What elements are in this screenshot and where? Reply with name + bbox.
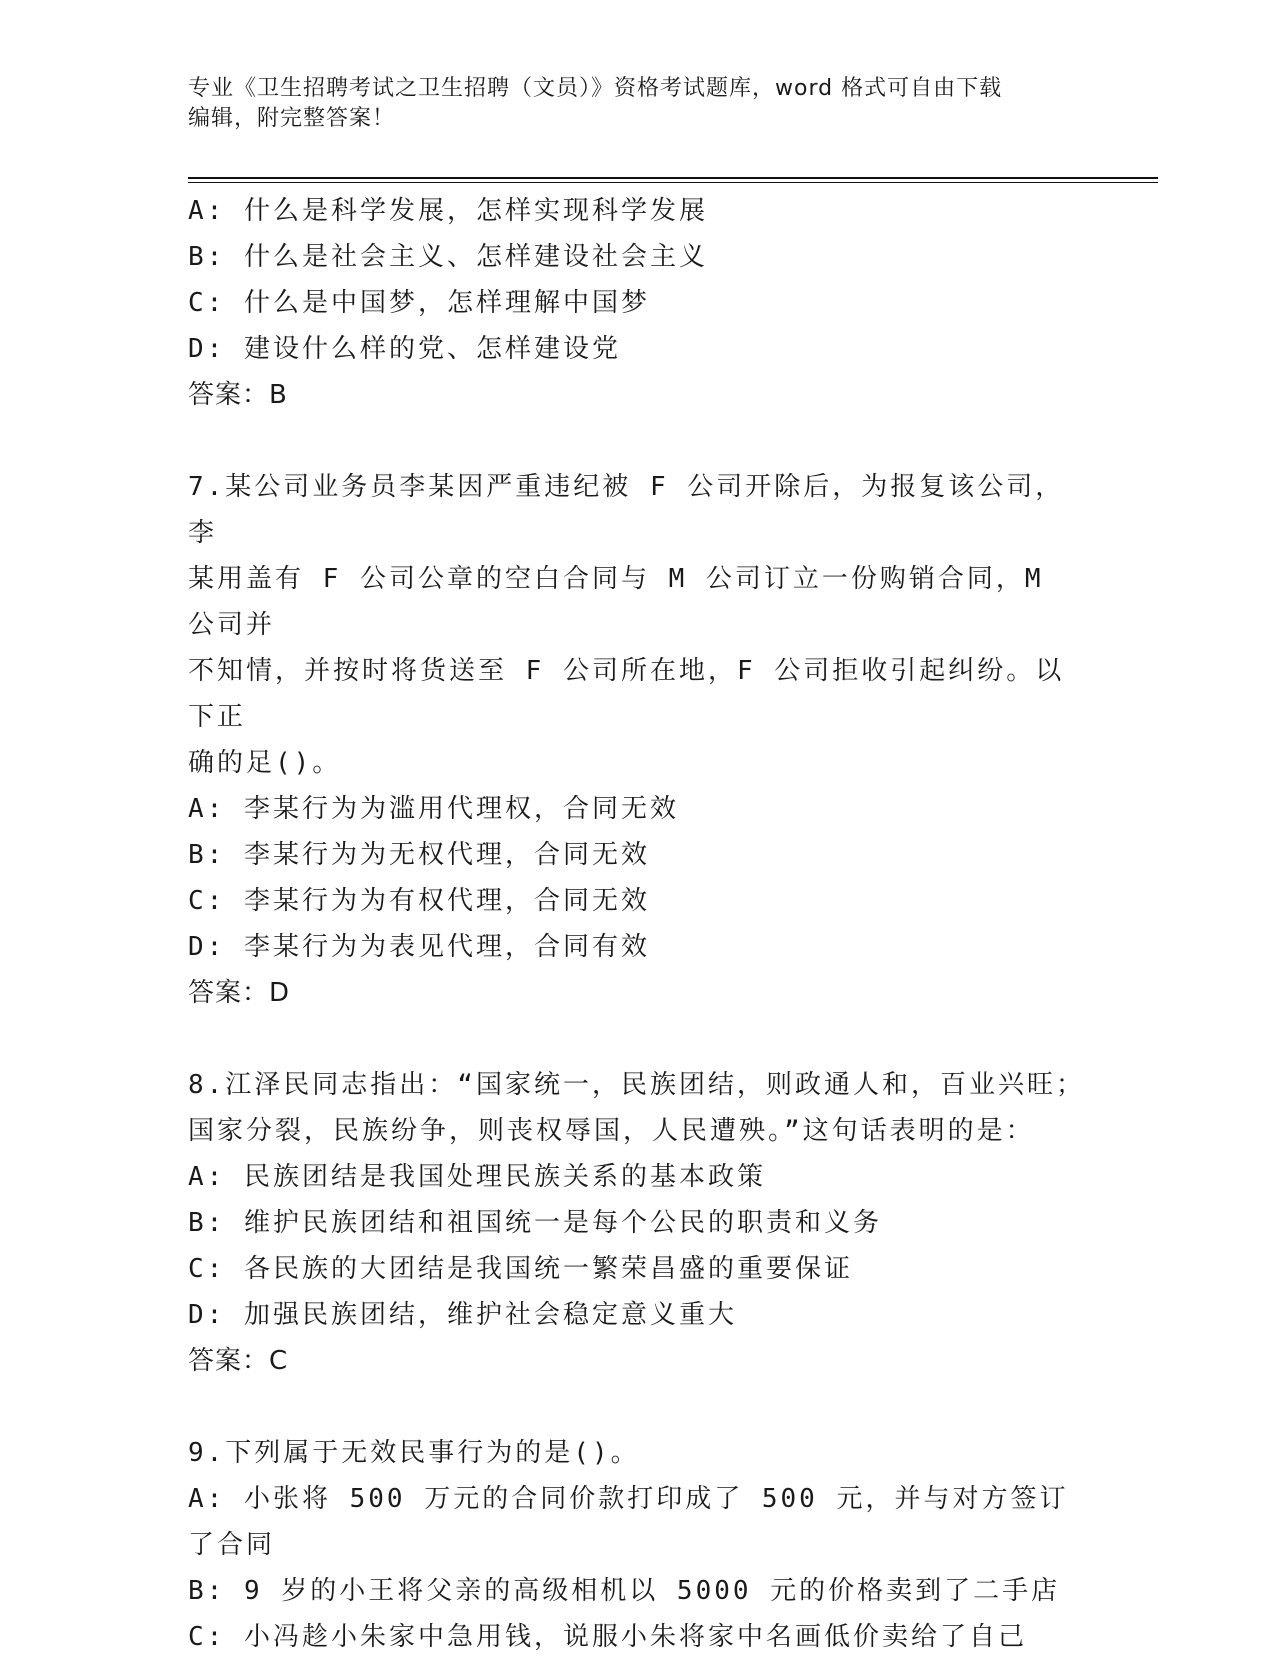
option-a: A: 什么是科学发展，怎样实现科学发展 — [188, 196, 708, 226]
header-line-2: 编辑，附完整答案！ — [188, 106, 396, 131]
option-c: C: 小冯趁小朱家中急用钱，说服小朱将家中名画低价卖给了自己 — [188, 1622, 1027, 1652]
question-stem-line: 8.江泽民同志指出：“国家统一，民族团结，则政通人和，百业兴旺； — [188, 1070, 1085, 1100]
answer-label: 答案：D — [188, 978, 291, 1008]
answer-label: 答案：B — [188, 380, 288, 410]
question-stem-line: 某用盖有 F 公司公章的空白合同与 M 公司订立一份购销合同，M 公司并 — [188, 564, 1063, 640]
header-divider-thick — [188, 177, 1158, 179]
question-6-continued — [188, 188, 1088, 418]
option-c: C: 李某行为为有权代理，合同无效 — [188, 886, 650, 916]
option-d: D: 李某行为为表见代理，合同有效 — [188, 932, 650, 962]
option-a: A: 李某行为为滥用代理权，合同无效 — [188, 794, 679, 824]
question-7 — [188, 464, 1088, 1016]
option-a: A: 民族团结是我国处理民族关系的基本政策 — [188, 1162, 766, 1192]
question-stem-line: 确的足()。 — [188, 748, 342, 778]
option-b: B: 李某行为为无权代理，合同无效 — [188, 840, 650, 870]
option-b: B: 9 岁的小王将父亲的高级相机以 5000 元的价格卖到了二手店 — [188, 1576, 1061, 1606]
question-9 — [188, 1430, 1088, 1660]
question-stem-line: 国家分裂，民族纷争，则丧权辱国，人民遭殃。”这句话表明的是： — [188, 1116, 1035, 1146]
option-d: D: 建设什么样的党、怎样建设党 — [188, 334, 621, 364]
option-c: C: 各民族的大团结是我国统一繁荣昌盛的重要保证 — [188, 1254, 853, 1284]
option-a: A: 小张将 500 万元的合同价款打印成了 500 元，并与对方签订了合同 — [188, 1484, 1069, 1560]
document-header — [188, 74, 1088, 134]
header-divider-thin — [188, 182, 1158, 183]
question-stem-line: 7.某公司业务员李某因严重违纪被 F 公司开除后，为报复该公司，李 — [188, 472, 1065, 548]
answer-label: 答案：C — [188, 1346, 289, 1376]
option-b: B: 维护民族团结和祖国统一是每个公民的职责和义务 — [188, 1208, 882, 1238]
question-list — [188, 188, 1088, 1660]
option-b: B: 什么是社会主义、怎样建设社会主义 — [188, 242, 708, 272]
header-line-1: 专业《卫生招聘考试之卫生招聘（文员）》资格考试题库，word 格式可自由下载 — [188, 76, 1003, 101]
question-stem-line: 9.下列属于无效民事行为的是()。 — [188, 1438, 640, 1468]
question-8 — [188, 1062, 1088, 1384]
option-c: C: 什么是中国梦，怎样理解中国梦 — [188, 288, 650, 318]
question-stem-line: 不知情，并按时将货送至 F 公司所在地，F 公司拒收引起纠纷。以下正 — [188, 656, 1065, 732]
option-d: D: 加强民族团结，维护社会稳定意义重大 — [188, 1300, 737, 1330]
